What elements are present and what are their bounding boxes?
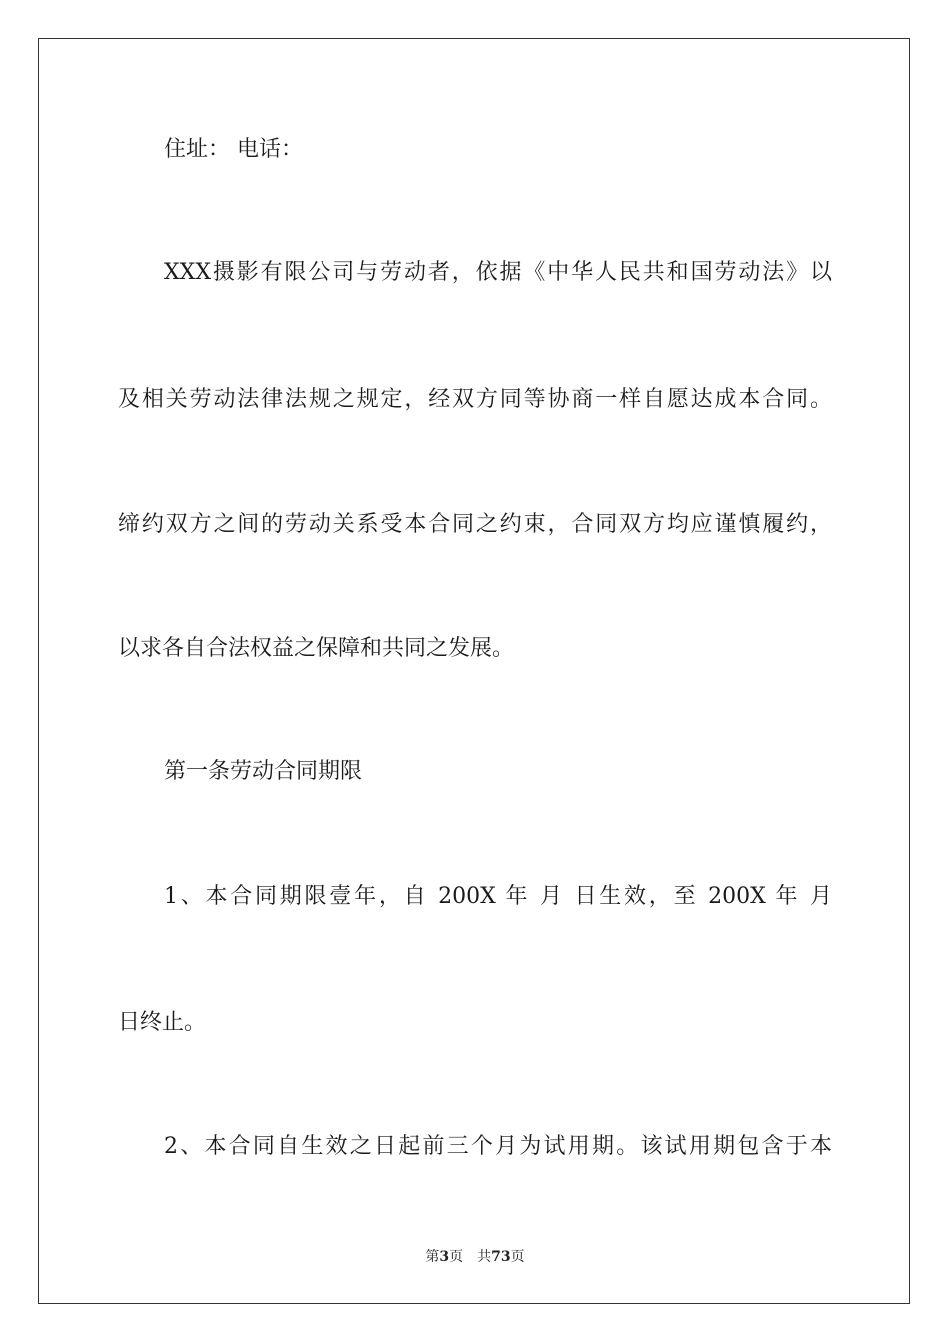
footer-total-prefix: 共 <box>477 1249 492 1265</box>
footer-page-suffix: 页 <box>449 1249 464 1265</box>
footer-total-suffix: 页 <box>510 1249 525 1265</box>
clause-1-line-1: 1、本合同期限壹年，自 200X 年 月 日生效，至 200X 年 月 <box>164 884 832 909</box>
paragraph-intro-line-2: 及相关劳动法律法规之规定，经双方同等协商一样自愿达成本合同。 <box>118 387 832 412</box>
clause-2-line-1: 2、本合同自生效之日起前三个月为试用期。该试用期包含于本 <box>164 1134 832 1159</box>
paragraph-intro-line-1: XXX摄影有限公司与劳动者，依据《中华人民共和国劳动法》以 <box>164 260 832 285</box>
section-heading: 第一条劳动合同期限 <box>164 759 363 784</box>
footer-total-pages: 73 <box>491 1249 511 1265</box>
page-border <box>38 38 910 1304</box>
paragraph-intro-line-3: 缔约双方之间的劳动关系受本合同之约束，合同双方均应谨慎履约， <box>118 512 832 537</box>
paragraph-intro-line-4: 以求各自合法权益之保障和共同之发展。 <box>118 636 515 661</box>
address-phone-line: 住址： 电话： <box>164 137 303 162</box>
clause-1-line-2: 日终止。 <box>118 1010 207 1035</box>
footer-page-prefix: 第 <box>425 1249 440 1265</box>
page-footer <box>0 1247 950 1267</box>
footer-page-number: 3 <box>439 1249 450 1265</box>
